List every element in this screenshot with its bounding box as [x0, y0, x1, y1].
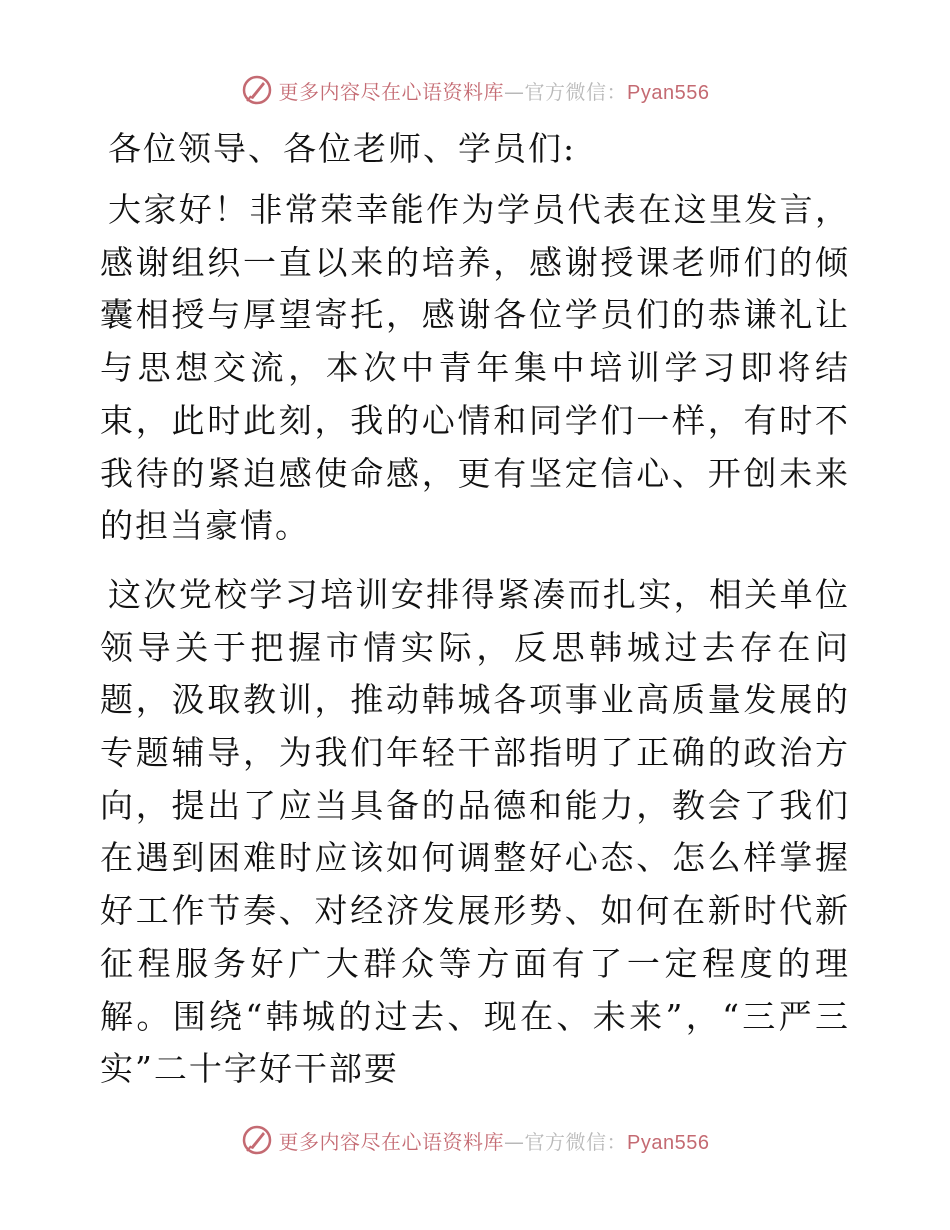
salutation: 各位领导、各位老师、学员们: — [108, 129, 577, 168]
watermark-label: 官方微信： — [524, 1129, 628, 1154]
watermark-label: 官方微信： — [524, 79, 628, 104]
watermark-text — [279, 76, 710, 105]
watermark-prefix: 更多内容尽在心语资料库 — [278, 79, 505, 104]
watermark-footer — [0, 1120, 950, 1160]
watermark-handle: Pyan556 — [627, 81, 710, 104]
watermark-dash: — — [504, 79, 525, 104]
watermark-handle: Pyan556 — [627, 1131, 710, 1154]
paragraph-training: 这次党校学习培训安排得紧凑而扎实，相关单位领导关于把握市情实际，反思韩城过去存在问题，汲取教训，推动韩城各项事业高质量发展的专题辅导，为我们年轻干部指明了正确的政治方向，提出了应当具备的品德和能力，教会了我们在遇到困难时应该如何调整好心态、怎么样掌握好工作节奏、对经济发展形势、如何在新时代新征程服务好广大群众等方面有了一定程度的理解。围绕“韩城的过去、现在、未来”，“三严三实”二十字好干部要 — [100, 574, 850, 1089]
watermark-header — [0, 70, 950, 110]
watermark-prefix: 更多内容尽在心语资料库 — [278, 1129, 505, 1154]
watermark-text — [279, 1126, 710, 1155]
feather-pen-logo-icon — [241, 1124, 273, 1156]
feather-pen-logo-icon — [241, 74, 273, 106]
paragraph-greeting: 大家好！非常荣幸能作为学员代表在这里发言，感谢组织一直以来的培养，感谢授课老师们的倾囊相授与厚望寄托，感谢各位学员们的恭谦礼让与思想交流，本次中青年集中培训学习即将结束，此时此刻，我的心情和同学们一样，有时不我待的紧迫感使命感，更有坚定信心、开创未来的担当豪情。 — [100, 190, 850, 546]
watermark-dash: — — [504, 1129, 525, 1154]
document-body — [100, 126, 850, 1112]
